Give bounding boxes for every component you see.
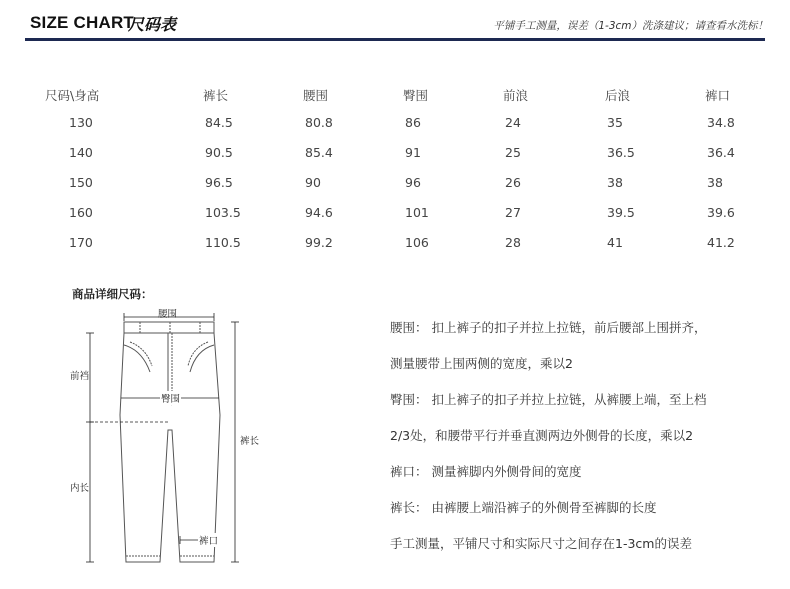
table-cell: 110.5 (205, 234, 241, 250)
column-header: 裤口 (705, 88, 731, 103)
table-cell: 34.8 (707, 114, 735, 130)
description-line: 手工测量，平铺尺寸和实际尺寸之间存在1-3cm的误差 (390, 536, 692, 551)
table-cell: 36.4 (707, 144, 735, 160)
table-cell: 94.6 (305, 204, 333, 220)
description-line: 腰围： 扣上裤子的扣子并拉上拉链，前后腰部上围拼齐， (390, 320, 707, 335)
inseam-label: 内长 (70, 483, 90, 494)
table-header-row (45, 83, 767, 107)
front-rise-label: 前裆 (70, 371, 90, 382)
table-cell: 35 (607, 114, 623, 130)
column-header: 裤长 (203, 88, 229, 103)
column-header: 后浪 (605, 88, 631, 103)
title-en: SIZE CHART (30, 13, 134, 32)
detail-title: 商品详细尺码： (72, 287, 153, 301)
table-cell: 24 (505, 114, 521, 130)
table-cell: 39.5 (607, 204, 635, 220)
table-cell: 26 (505, 174, 521, 190)
length-label: 裤长 (240, 436, 260, 447)
table-cell: 28 (505, 234, 521, 250)
measurement-note: 平铺手工测量，误差（1-3cm）洗涤建议；请查看水洗标！ (493, 20, 768, 32)
leg-opening-label: 裤口 (198, 533, 219, 547)
table-cell: 85.4 (305, 144, 333, 160)
table-cell: 38 (607, 174, 623, 190)
size-table (45, 83, 767, 257)
table-row (45, 227, 767, 257)
hip-label: 臀围 (160, 391, 181, 405)
table-cell: 150 (69, 174, 93, 190)
column-header: 臀围 (403, 88, 429, 103)
waist-label: 腰围 (158, 309, 178, 320)
table-cell: 27 (505, 204, 521, 220)
table-row (45, 107, 767, 137)
table-cell: 38 (707, 174, 723, 190)
table-cell: 36.5 (607, 144, 635, 160)
measurement-descriptions (390, 318, 780, 570)
header-divider (25, 38, 765, 41)
table-cell: 25 (505, 144, 521, 160)
table-cell: 41.2 (707, 234, 735, 250)
table-cell: 90.5 (205, 144, 233, 160)
table-row (45, 197, 767, 227)
description-line: 2/3处，和腰带平行并垂直测两边外侧骨的长度，乘以2 (390, 428, 694, 443)
table-cell: 86 (405, 114, 421, 130)
table-cell: 130 (69, 114, 93, 130)
description-line: 裤长： 由裤腰上端沿裤子的外侧骨至裤脚的长度 (390, 500, 657, 515)
table-cell: 91 (405, 144, 421, 160)
table-cell: 90 (305, 174, 321, 190)
column-header: 尺码\身高 (45, 88, 100, 103)
header (0, 0, 790, 40)
column-header: 腰围 (303, 88, 329, 103)
table-cell: 99.2 (305, 234, 333, 250)
table-cell: 103.5 (205, 204, 241, 220)
table-cell: 170 (69, 234, 93, 250)
table-cell: 96.5 (205, 174, 233, 190)
table-cell: 106 (405, 234, 429, 250)
title-cn: 尺码表 (128, 15, 177, 34)
description-line: 裤口： 测量裤脚内外侧骨间的宽度 (390, 464, 582, 479)
column-header: 前浪 (503, 88, 529, 103)
table-cell: 140 (69, 144, 93, 160)
pants-measurement-diagram (60, 300, 360, 585)
table-cell: 101 (405, 204, 429, 220)
table-cell: 160 (69, 204, 93, 220)
table-cell: 96 (405, 174, 421, 190)
description-line: 测量腰带上围两侧的宽度，乘以2 (390, 356, 573, 371)
description-line: 臀围： 扣上裤子的扣子并拉上拉链，从裤腰上端，至上档 (390, 392, 707, 407)
table-row (45, 167, 767, 197)
table-cell: 39.6 (707, 204, 735, 220)
table-cell: 84.5 (205, 114, 233, 130)
table-cell: 80.8 (305, 114, 333, 130)
table-row (45, 137, 767, 167)
table-cell: 41 (607, 234, 623, 250)
